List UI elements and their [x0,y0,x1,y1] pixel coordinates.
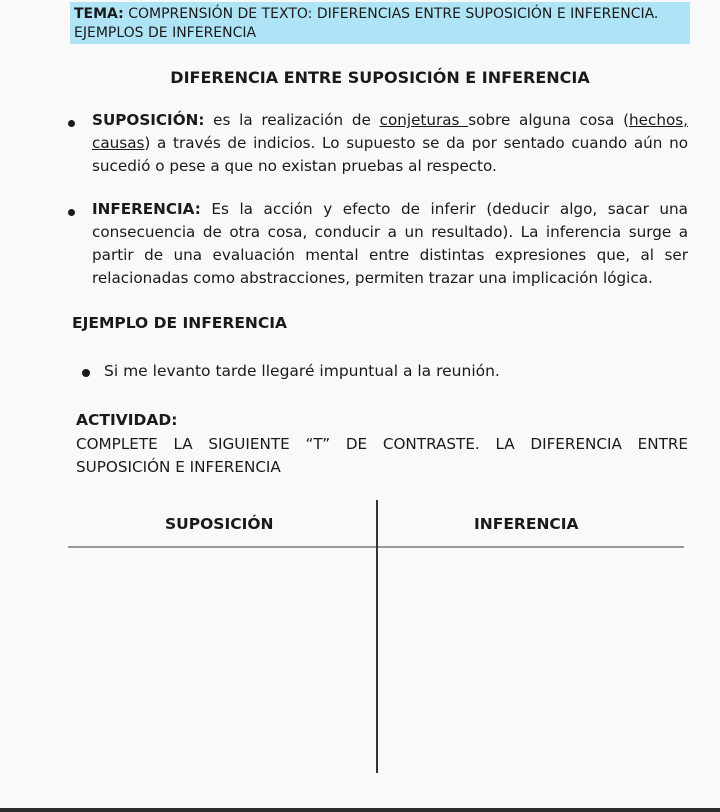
definition-text: sobre alguna cosa ( [468,111,630,129]
t-chart-right-cell[interactable] [380,550,684,770]
bullet-icon [68,120,75,127]
bullet-icon [82,369,90,377]
underlined-word: hechos, causas [92,111,688,152]
t-chart-horizontal-line [68,546,684,548]
activity-heading: ACTIVIDAD: [76,411,178,429]
definition-text: Es la acción y efecto de inferir (deducir algo, sacar una consecuencia de otra cosa, conducir a un resultado). La inferencia surge a partir de una evaluación mental entre distintas expresiones que, al ser relacionadas como abstracciones, permiten trazar una implicación lógica. [92,200,688,287]
definition-suposicion [92,109,688,178]
example-heading: EJEMPLO DE INFERENCIA [72,314,288,332]
t-chart-left-header: SUPOSICIÓN [165,515,274,533]
activity-instructions: COMPLETE LA SIGUIENTE “T” DE CONTRASTE. LA DIFERENCIA ENTRE SUPOSICIÓN E INFERENCIA [76,435,688,476]
t-chart-vertical-line [376,500,378,773]
definition-inferencia [92,198,688,290]
definition-text: es la realización de [204,111,380,129]
page-bottom-border [0,808,720,812]
example-item: Si me levanto tarde llegaré impuntual a la reunión. [104,362,500,380]
t-chart-right-header: INFERENCIA [474,515,579,533]
topic-subtext: EJEMPLOS DE INFERENCIA [74,25,257,41]
definition-text: ) a través de indicios. Lo supuesto se da por sentado cuando aún no sucedió o pese a que no existan pruebas al respecto. [92,134,688,175]
t-chart-left-cell[interactable] [70,550,374,770]
topic-label: TEMA: [74,6,124,22]
bullet-icon [68,209,75,216]
underlined-word: conjeturas [379,111,469,129]
term-inferencia: INFERENCIA: [92,200,201,218]
topic-banner [70,2,690,44]
term-suposicion: SUPOSICIÓN: [92,111,205,129]
topic-text: COMPRENSIÓN DE TEXTO: DIFERENCIAS ENTRE SUPOSICIÓN E INFERENCIA. [128,6,659,22]
document-title: DIFERENCIA ENTRE SUPOSICIÓN E INFERENCIA [170,68,590,87]
